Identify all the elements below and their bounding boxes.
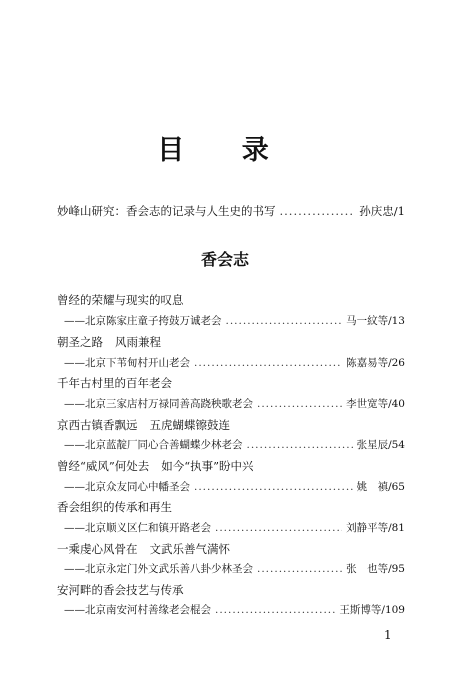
- article-source-line: [64, 561, 405, 576]
- leader-dots: [194, 357, 342, 369]
- article-title: [57, 292, 196, 308]
- article-source: ——北京顺义区仁和镇开路老会: [64, 522, 211, 534]
- article-source: ——北京三家店村万禄同善高跷秧歌老会: [64, 398, 253, 410]
- article-title: [57, 499, 184, 515]
- article-author: 王斯博等/109: [339, 604, 405, 616]
- page-number: 1: [384, 628, 392, 642]
- article-author: 张 也等/95: [346, 563, 405, 575]
- article-author: 马一紋等/13: [346, 315, 405, 327]
- intro-entry-title: 妙峰山研究：香会志的记录与人生史的书写: [57, 204, 276, 218]
- article-source: ——北京永定门外文武乐善八卦少林圣会: [64, 563, 253, 575]
- article-source-line: [64, 313, 405, 328]
- article-source-line: [64, 479, 405, 494]
- article-source-line: [64, 396, 405, 411]
- article-title: [57, 375, 184, 391]
- article-title-part: 京西古镇香飘远: [57, 418, 138, 432]
- article-author: 李世宽等/40: [346, 398, 405, 410]
- leader-dots: [215, 604, 335, 616]
- article-source: ——北京蓝靛厂同心合善蝴蝶少林老会: [64, 439, 243, 451]
- article-source-line: [64, 602, 405, 617]
- article-source: ——北京南安河村善缘老会棍会: [64, 604, 211, 616]
- intro-entry-author: 孙庆忠/1: [359, 204, 405, 218]
- article-author: 姚 禛/65: [356, 481, 405, 493]
- article-source-line: [64, 520, 405, 535]
- page-title: 目 录: [157, 135, 293, 166]
- article-title-part: 文武乐善气满怀: [149, 542, 230, 556]
- leader-dots: [215, 522, 342, 534]
- intro-entry: [57, 203, 405, 219]
- leader-dots: [194, 481, 353, 493]
- article-source: ——北京陈家庄童子挎鼓万诚老会: [64, 315, 222, 327]
- article-title-part: 曾经“威风”何处去: [57, 459, 150, 473]
- article-title: [57, 334, 161, 350]
- article-title-part: 安河畔的香会技艺与传承: [57, 583, 184, 597]
- leader-dots: [226, 315, 343, 327]
- article-title-part: 一乘虔心风骨在: [57, 542, 138, 556]
- leader-dots: [247, 439, 353, 451]
- article-source-line: [64, 437, 405, 452]
- article-title-part: 朝圣之路: [57, 335, 103, 349]
- article-title: [57, 417, 230, 433]
- article-source: ——北京众友同心中幡圣会: [64, 481, 190, 493]
- article-title: [57, 541, 230, 557]
- article-author: 陈嘉易等/26: [346, 357, 405, 369]
- leader-dots: [280, 204, 356, 218]
- article-title-part: 如今“执事”盼中兴: [161, 459, 254, 473]
- leader-dots: [257, 398, 342, 410]
- article-title-part: 千年古村里的百年老会: [57, 376, 172, 390]
- leader-dots: [257, 563, 342, 575]
- article-title-part: 五虎蝴蝶镲鼓连: [149, 418, 230, 432]
- article-source: ——北京下苇甸村开山老会: [64, 357, 190, 369]
- article-title-part: 曾经的荣耀与现实的叹息: [57, 293, 184, 307]
- article-title: [57, 458, 254, 474]
- article-title-part: 香会组织的传承和再生: [57, 500, 172, 514]
- article-author: 刘静平等/81: [346, 522, 405, 534]
- article-author: 张星辰/54: [356, 439, 405, 451]
- section-title: 香会志: [200, 250, 249, 269]
- article-source-line: [64, 355, 405, 370]
- article-title-part: 风雨兼程: [115, 335, 161, 349]
- article-title: [57, 582, 196, 598]
